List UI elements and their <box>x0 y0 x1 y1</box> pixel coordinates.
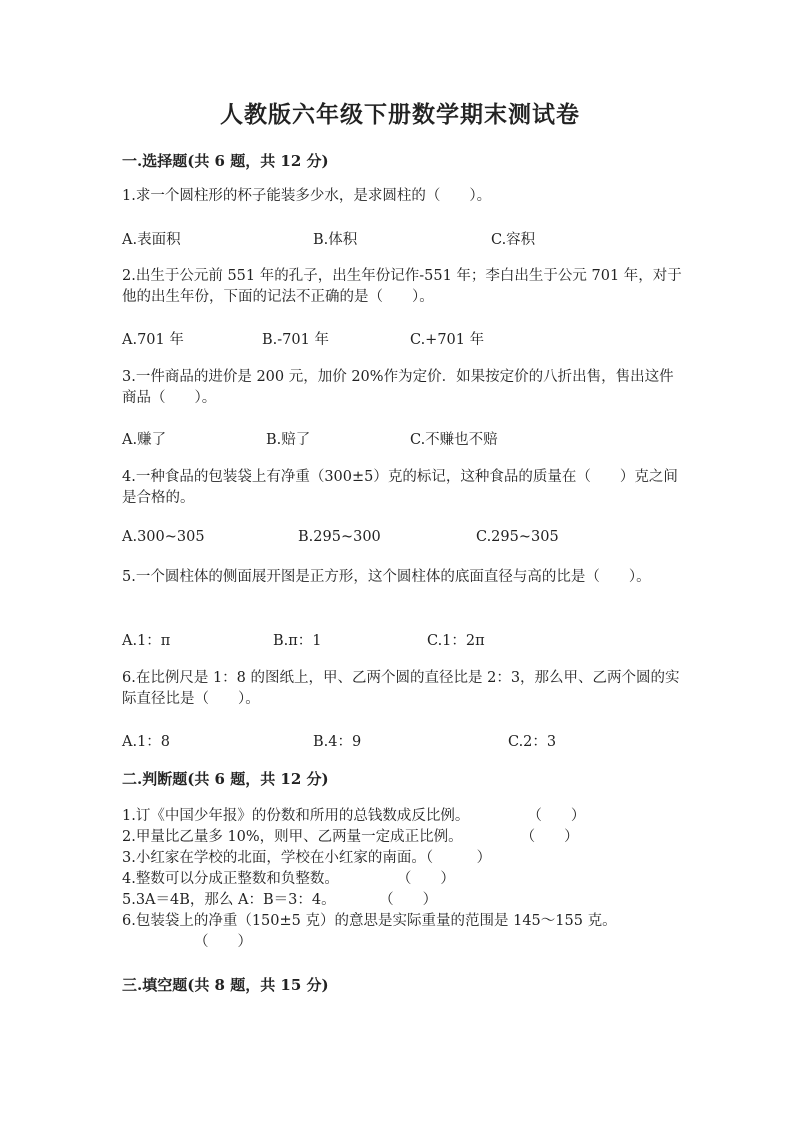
option-c: C.2：3 <box>508 734 557 750</box>
option-c: C.+701 年 <box>410 332 485 348</box>
option-a: A.701 年 <box>122 332 184 348</box>
option-b: B.4：9 <box>313 734 362 750</box>
judge-item-6 <box>122 911 682 953</box>
option-b: B.-701 年 <box>262 332 329 348</box>
question-4: 4.一种食品的包装袋上有净重（300±5）克的标记，这种食品的质量在（ ）克之间是合格的。 <box>122 469 678 506</box>
options-3 <box>122 428 682 449</box>
option-b: B.295~300 <box>298 529 381 545</box>
question-1: 1.求一个圆柱形的杯子能装多少水，是求圆柱的（ ）。 <box>122 188 492 204</box>
judge-item-1: 1.订《中国少年报》的份数和所用的总钱数成反比例。 （ ） <box>122 808 586 824</box>
options-4 <box>122 529 682 550</box>
option-b: B.体积 <box>313 232 358 248</box>
question-6: 6.在比例尺是 1：8 的图纸上，甲、乙两个圆的直径比是 2：3，那么甲、乙两个圆的实际直径比是（ ）。 <box>122 670 680 707</box>
option-c: C.容积 <box>491 232 536 248</box>
question-3: 3.一件商品的进价是 200 元，加价 20%作为定价．如果按定价的八折出售，售出这件商品（ ）。 <box>122 369 674 406</box>
option-c: C.1：2π <box>427 633 485 649</box>
options-5 <box>122 629 682 650</box>
page-title: 人教版六年级下册数学期末测试卷 <box>220 101 580 128</box>
judge-item-6-text: 6.包装袋上的净重（150±5 克）的意思是实际重量的范围是 145～155 克。 <box>122 913 617 929</box>
option-a: A.赚了 <box>122 432 167 448</box>
option-c: C.295~305 <box>476 529 559 545</box>
option-b: B.赔了 <box>266 432 311 448</box>
section-title-judge: 二.判断题(共 6 题，共 12 分) <box>122 770 329 788</box>
option-c: C.不赚也不赔 <box>410 432 498 448</box>
judge-item-5: 5.3A＝4B，那么 A：B＝3：4。 （ ） <box>122 892 438 908</box>
answer-bracket: （ ） <box>194 934 252 950</box>
options-6 <box>122 730 682 751</box>
judge-item-3: 3.小红家在学校的北面，学校在小红家的南面。（ ） <box>122 850 492 866</box>
judge-item-4: 4.整数可以分成正整数和负整数。 （ ） <box>122 871 455 887</box>
option-a: A.1：8 <box>122 734 171 750</box>
options-2 <box>122 328 682 349</box>
option-a: A.300~305 <box>122 529 205 545</box>
section-title-choice: 一.选择题(共 6 题，共 12 分) <box>122 152 329 170</box>
section-title-fill: 三.填空题(共 8 题，共 15 分) <box>122 976 329 994</box>
option-b: B.π：1 <box>273 633 322 649</box>
option-a: A.表面积 <box>122 232 181 248</box>
options-1 <box>122 228 682 249</box>
option-a: A.1：π <box>122 633 171 649</box>
judge-item-2: 2.甲量比乙量多 10%，则甲、乙两量一定成正比例。 （ ） <box>122 829 579 845</box>
question-5: 5.一个圆柱体的侧面展开图是正方形，这个圆柱体的底面直径与高的比是（ ）。 <box>122 569 651 585</box>
question-2: 2.出生于公元前 551 年的孔子，出生年份记作-551 年；李白出生于公元 701 年，对于他的出生年份，下面的记法不正确的是（ ）。 <box>122 268 682 305</box>
